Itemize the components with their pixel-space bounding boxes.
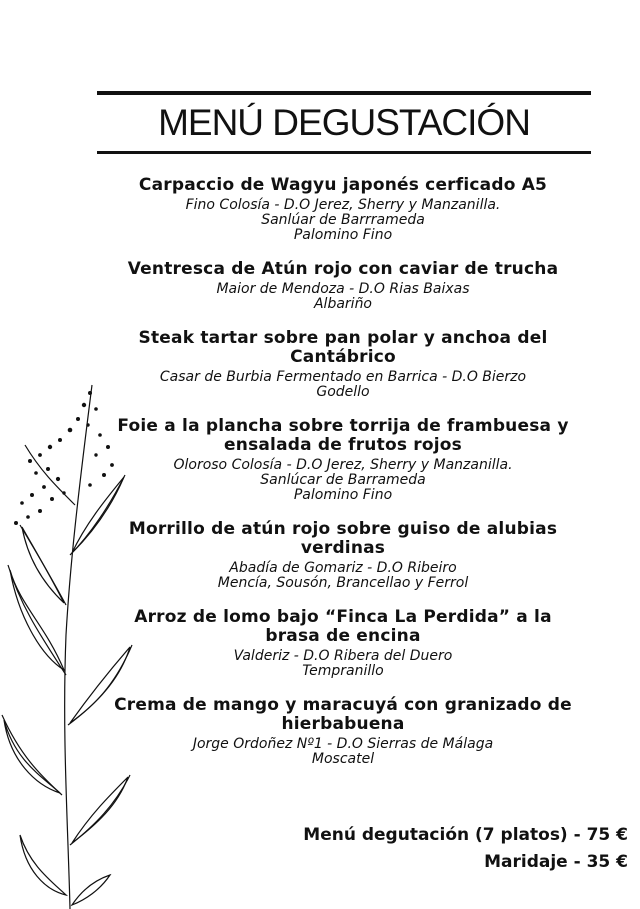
pairing-price: Maridaje - 35 € <box>484 852 628 872</box>
wine-pairing <box>110 198 576 243</box>
wine-pairing <box>110 737 576 767</box>
wine-line: Sanlúcar de Barrameda <box>260 472 426 488</box>
menu-price: Menú degutación (7 platos) - 75 € <box>303 825 628 845</box>
price-block <box>303 822 628 876</box>
wine-line: Godello <box>316 384 370 400</box>
wine-line: Albariño <box>313 296 373 312</box>
wine-line: Sanlúar de Barrrameda <box>261 212 425 228</box>
wine-pairing <box>110 649 576 679</box>
wine-line: Palomino Fino <box>293 227 393 243</box>
dish-name: Steak tartar sobre pan polar y anchoa del Cantábrico <box>138 328 548 367</box>
wine-line: Maior de Mendoza - D.O Rias Baixas <box>216 281 470 297</box>
wine-pairing <box>110 370 576 400</box>
wine-pairing <box>110 561 576 591</box>
dish-item <box>110 608 576 679</box>
wine-line: Jorge Ordoñez Nº1 - D.O Sierras de Málaga <box>192 736 494 752</box>
dish-item <box>110 520 576 591</box>
bottom-rule <box>97 151 591 154</box>
dish-name: Carpaccio de Wagyu japonés cerficado A5 <box>138 175 548 195</box>
dish-item <box>110 417 576 503</box>
wine-line: Valderiz - D.O Ribera del Duero <box>233 648 453 664</box>
wine-line: Oloroso Colosía - D.O Jerez, Sherry y Manzanilla. <box>173 457 513 473</box>
dish-item <box>110 329 576 400</box>
dish-name: Arroz de lomo bajo “Finca La Perdida” a la brasa de encina <box>134 607 552 646</box>
wine-line: Palomino Fino <box>293 487 393 503</box>
wine-line: Fino Colosía - D.O Jerez, Sherry y Manzanilla. <box>185 197 501 213</box>
wine-pairing <box>110 458 576 503</box>
dish-item <box>110 696 576 767</box>
dish-name: Crema de mango y maracuyá con granizado de hierbabuena <box>114 695 572 734</box>
wine-line: Moscatel <box>311 751 375 767</box>
wine-line: Mencía, Sousón, Brancellao y Ferrol <box>217 575 469 591</box>
dish-name: Morrillo de atún rojo sobre guiso de alubias verdinas <box>128 519 558 558</box>
top-rule <box>97 91 591 95</box>
dish-name: Ventresca de Atún rojo con caviar de trucha <box>127 259 559 279</box>
dish-item <box>110 176 576 243</box>
dish-name: Foie a la plancha sobre torrija de frambuesa y ensalada de frutos rojos <box>117 416 569 455</box>
wine-line: Abadía de Gomariz - D.O Ribeiro <box>229 560 457 576</box>
wine-line: Tempranillo <box>302 663 384 679</box>
wine-pairing <box>110 282 576 312</box>
dish-list <box>110 176 576 784</box>
page-title: MENÚ DEGUSTACIÓN <box>158 102 530 143</box>
wine-line: Casar de Burbia Fermentado en Barrica - D.O Bierzo <box>159 369 527 385</box>
dish-item <box>110 260 576 312</box>
